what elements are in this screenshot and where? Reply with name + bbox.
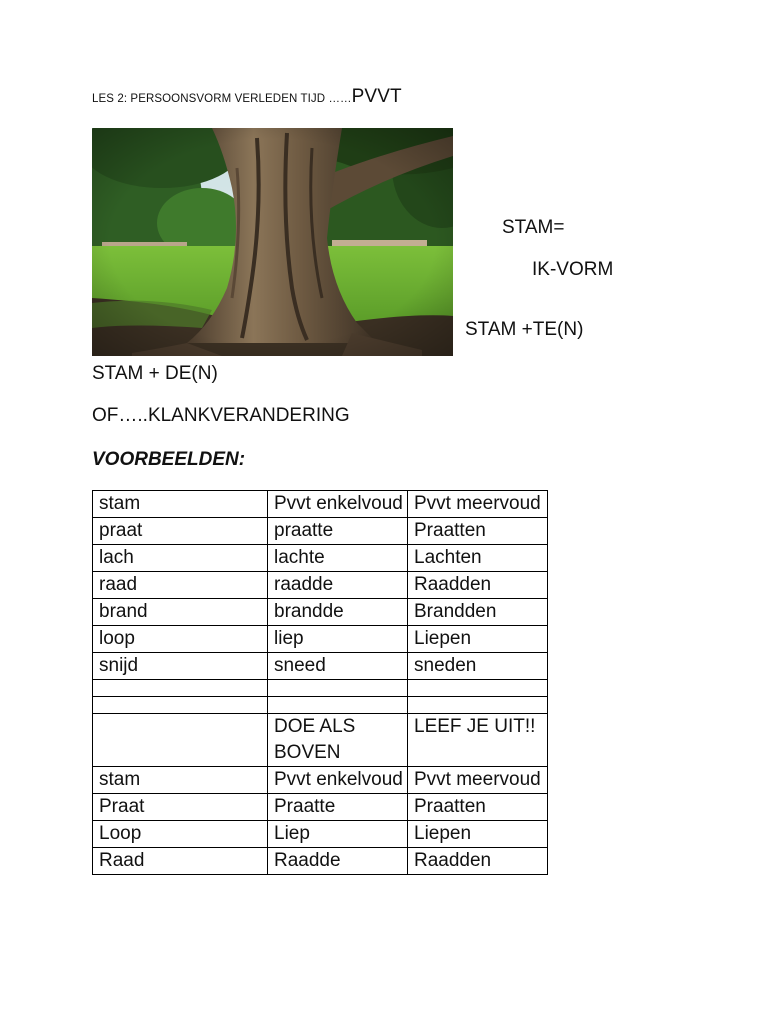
- table-cell: lachte: [268, 545, 408, 572]
- lesson-title-small: LES 2: PERSOONSVORM VERLEDEN TIJD ……: [92, 93, 352, 105]
- table-cell: Lachten: [408, 545, 548, 572]
- table-cell: Brandden: [408, 599, 548, 626]
- table-cell: [268, 680, 408, 697]
- table-cell: [408, 680, 548, 697]
- ik-vorm-label: IK-VORM: [532, 259, 614, 280]
- lesson-title: [92, 86, 402, 108]
- table-row: [93, 794, 548, 821]
- table-cell: sneden: [408, 653, 548, 680]
- table-row: [93, 714, 548, 767]
- table-cell: raadde: [268, 572, 408, 599]
- table-row: [93, 518, 548, 545]
- table-row: [93, 767, 548, 794]
- table-cell: Pvvt meervoud: [408, 767, 548, 794]
- table-cell: Pvvt meervoud: [408, 491, 548, 518]
- klankverandering-label: OF…..KLANKVERANDERING: [92, 405, 350, 426]
- table-row-empty: [93, 697, 548, 714]
- table-cell: LEEF JE UIT!!: [408, 714, 548, 767]
- table-cell: stam: [93, 767, 268, 794]
- table-cell: Praatten: [408, 518, 548, 545]
- tree-photo: [92, 128, 453, 356]
- table-cell: Raadden: [408, 848, 548, 875]
- table-cell: sneed: [268, 653, 408, 680]
- table-cell: brand: [93, 599, 268, 626]
- table-cell: stam: [93, 491, 268, 518]
- table-cell: snijd: [93, 653, 268, 680]
- table-cell: lach: [93, 545, 268, 572]
- table-cell: [93, 714, 268, 767]
- table-row: [93, 491, 548, 518]
- lesson-title-big: PVVT: [351, 86, 402, 107]
- table-row-empty: [93, 680, 548, 697]
- table-cell: Praat: [93, 794, 268, 821]
- table-row: [93, 545, 548, 572]
- table-cell: praatte: [268, 518, 408, 545]
- table-cell: Raadden: [408, 572, 548, 599]
- table-cell: Raadde: [268, 848, 408, 875]
- table-row: [93, 653, 548, 680]
- table-row: [93, 848, 548, 875]
- stam-de-label: STAM + DE(N): [92, 363, 218, 384]
- table-cell: praat: [93, 518, 268, 545]
- table-cell: Pvvt enkelvoud: [268, 767, 408, 794]
- table-cell: Loop: [93, 821, 268, 848]
- table-cell: raad: [93, 572, 268, 599]
- stam-equals-label: STAM=: [502, 217, 565, 238]
- table-row: [93, 599, 548, 626]
- table-cell: brandde: [268, 599, 408, 626]
- table-cell: Liepen: [408, 626, 548, 653]
- stam-te-label: STAM +TE(N): [465, 319, 584, 340]
- verb-table: [92, 490, 548, 875]
- table-cell: liep: [268, 626, 408, 653]
- table-cell: Praatten: [408, 794, 548, 821]
- table-cell: [408, 697, 548, 714]
- table-row: [93, 626, 548, 653]
- table-cell: Praatte: [268, 794, 408, 821]
- table-cell: Raad: [93, 848, 268, 875]
- table-cell: Liepen: [408, 821, 548, 848]
- table-cell: [93, 697, 268, 714]
- table-cell: Pvvt enkelvoud: [268, 491, 408, 518]
- table-cell: loop: [93, 626, 268, 653]
- table-row: [93, 572, 548, 599]
- table-cell: Liep: [268, 821, 408, 848]
- table-cell: DOE ALS BOVEN: [268, 714, 408, 767]
- voorbeelden-heading: VOORBEELDEN:: [92, 449, 246, 470]
- table-cell: [93, 680, 268, 697]
- table-cell: [268, 697, 408, 714]
- table-row: [93, 821, 548, 848]
